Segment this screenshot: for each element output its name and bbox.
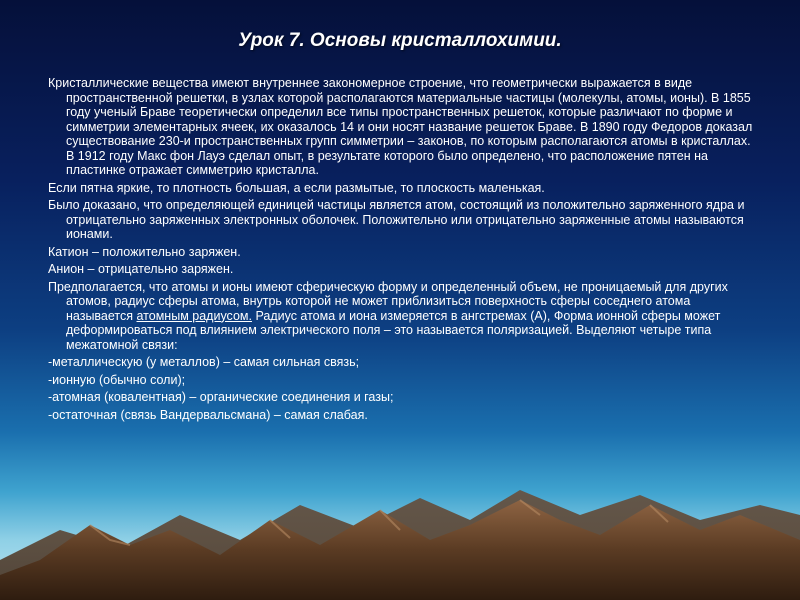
paragraph-radius-after: Радиус атома и иона измеряется в ангстремах (А), Форма ионной сферы может деформироваться под влиянием электрического поля – это называется поляризацией. Выделяют четыре типа межатомной связи: xyxy=(66,308,721,352)
bond-type-ionic: -ионную (обычно соли); xyxy=(48,372,186,387)
bond-type-metallic: -металлическую (у металлов) – самая сильная связь; xyxy=(48,355,360,369)
paragraph-radius xyxy=(48,280,760,353)
paragraph-intro: Кристаллические вещества имеют внутреннее закономерное строение, что геометрически выражается в виде пространственной решетки, в узлах которой располагаются материальные частицы (молекулы, атомы, ионы). В 1855 году ученый Браве теоретически определил все типы пространственных решеток, которые различают по форме и симметрии элементарных ячеек, их оказалось 14 и они носят название решеток Браве. В 1890 году Федоров доказал существование 230-и пространственных групп симметрии – законов, по которым располагаются атомы в кристаллах. В 1912 году Макс фон Лауэ сделал опыт, в результате которого было определено, что расположение пятен на пластинке отражает симметрию кристалла. xyxy=(48,76,753,177)
slide-title: Урок 7. Основы кристаллохимии. xyxy=(238,30,562,51)
bond-type-residual: -остаточная (связь Вандервальсмана) – самая слабая. xyxy=(48,407,368,422)
paragraph-cation: Катион – положительно заряжен. xyxy=(48,244,241,259)
paragraph-spots: Если пятна яркие, то плотность большая, а если размытые, то плоскость маленькая. xyxy=(48,180,545,195)
atomic-radius-link[interactable]: атомным радиусом. xyxy=(136,308,252,323)
paragraph-radius-before: Предполагается, что атомы и ионы имеют сферическую форму и определенный объем, не проницаемый для других атомов, радиус сферы атома, внутрь которой не может приблизиться поверхность сферы соседнего атома называется xyxy=(48,279,728,323)
paragraph-anion: Анион – отрицательно заряжен. xyxy=(48,262,234,276)
bond-type-covalent: -атомная (ковалентная) – органические соединения и газы; xyxy=(48,390,394,404)
paragraph-atom: Было доказано, что определяющей единицей частицы является атом, состоящий из положительно заряженного ядра и отрицательно заряженных электронных оболочек. Положительно или отрицательно заряженные атомы называются ионами. xyxy=(48,198,745,241)
slide-body xyxy=(48,76,760,425)
